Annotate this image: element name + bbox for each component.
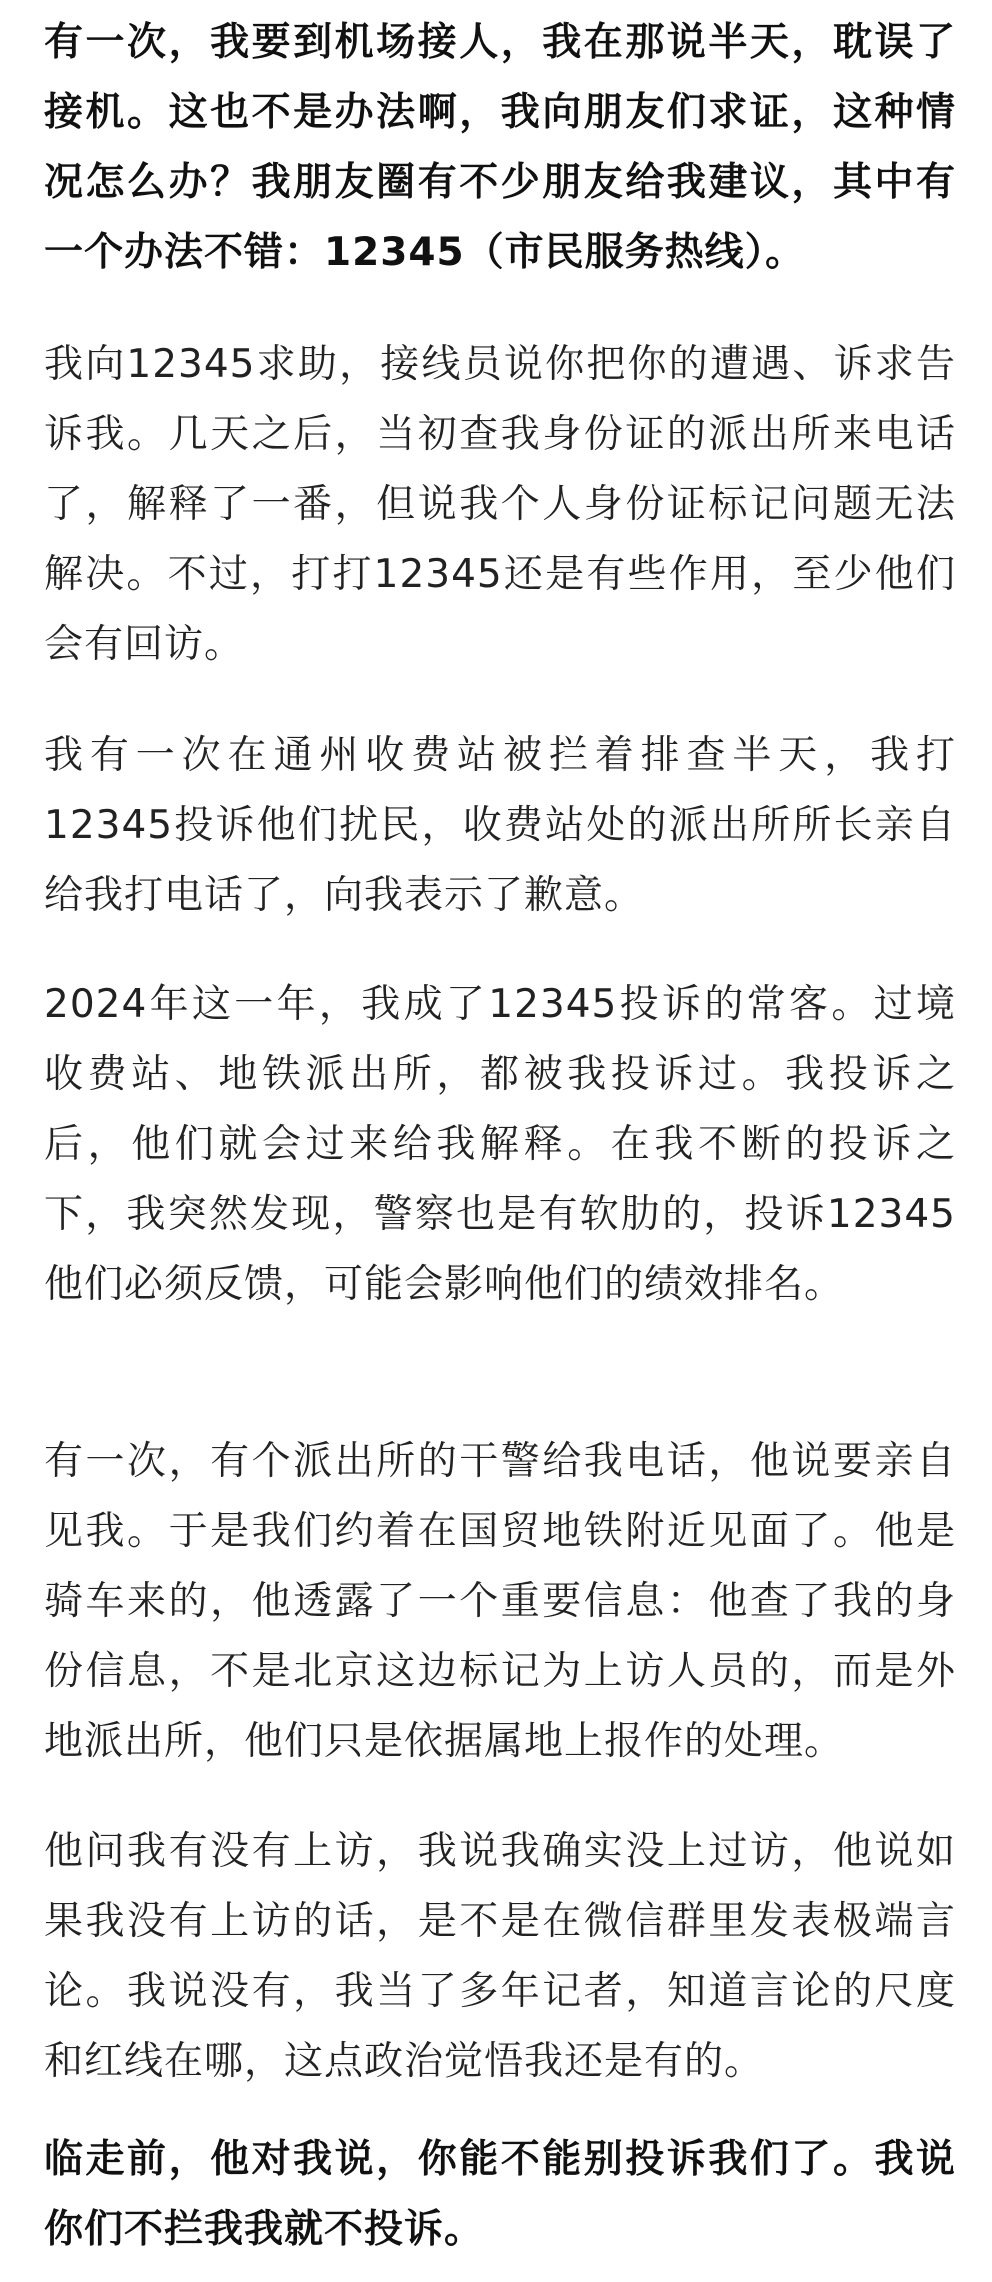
paragraph-12345-help: 我向12345求助，接线员说你把你的遭遇、诉求告诉我。几天之后，当初查我身份证的派出所来电话了，解释了一番，但说我个人身份证标记问题无法解决。不过，打打12345还是有些作用，至少他们会有回访。 xyxy=(44,342,956,667)
paragraph-petition-question: 他问我有没有上访，我说我确实没上过访，他说如果我没有上访的话，是不是在微信群里发表极端言论。我说没有，我当了多年记者，知道言论的尺度和红线在哪，这点政治觉悟我还是有的。 xyxy=(44,1829,956,2084)
paragraph-tongzhou-toll: 我有一次在通州收费站被拦着排查半天，我打12345投诉他们扰民，收费站处的派出所所长亲自给我打电话了，向我表示了歉意。 xyxy=(44,733,956,918)
paragraph-parting-words: 临走前，他对我说，你能不能别投诉我们了。我说你们不拦我我就不投诉。 xyxy=(44,2137,956,2252)
paragraph-police-meeting: 有一次，有个派出所的干警给我电话，他说要亲自见我。于是我们约着在国贸地铁附近见面了。他是骑车来的，他透露了一个重要信息：他查了我的身份信息，不是北京这边标记为上访人员的，而是外地派出所，他们只是依据属地上报作的处理。 xyxy=(44,1439,956,1764)
paragraph-airport-pickup: 有一次，我要到机场接人，我在那说半天，耽误了接机。这也不是办法啊，我向朋友们求证，这种情况怎么办？我朋友圈有不少朋友给我建议，其中有一个办法不错：12345（市民服务热线）。 xyxy=(44,20,956,275)
paragraph-2024-complaints: 2024年这一年，我成了12345投诉的常客。过境收费站、地铁派出所，都被我投诉过。我投诉之后，他们就会过来给我解释。在我不断的投诉之下，我突然发现，警察也是有软肋的，投诉12345他们必须反馈，可能会影响他们的绩效排名。 xyxy=(44,982,956,1307)
